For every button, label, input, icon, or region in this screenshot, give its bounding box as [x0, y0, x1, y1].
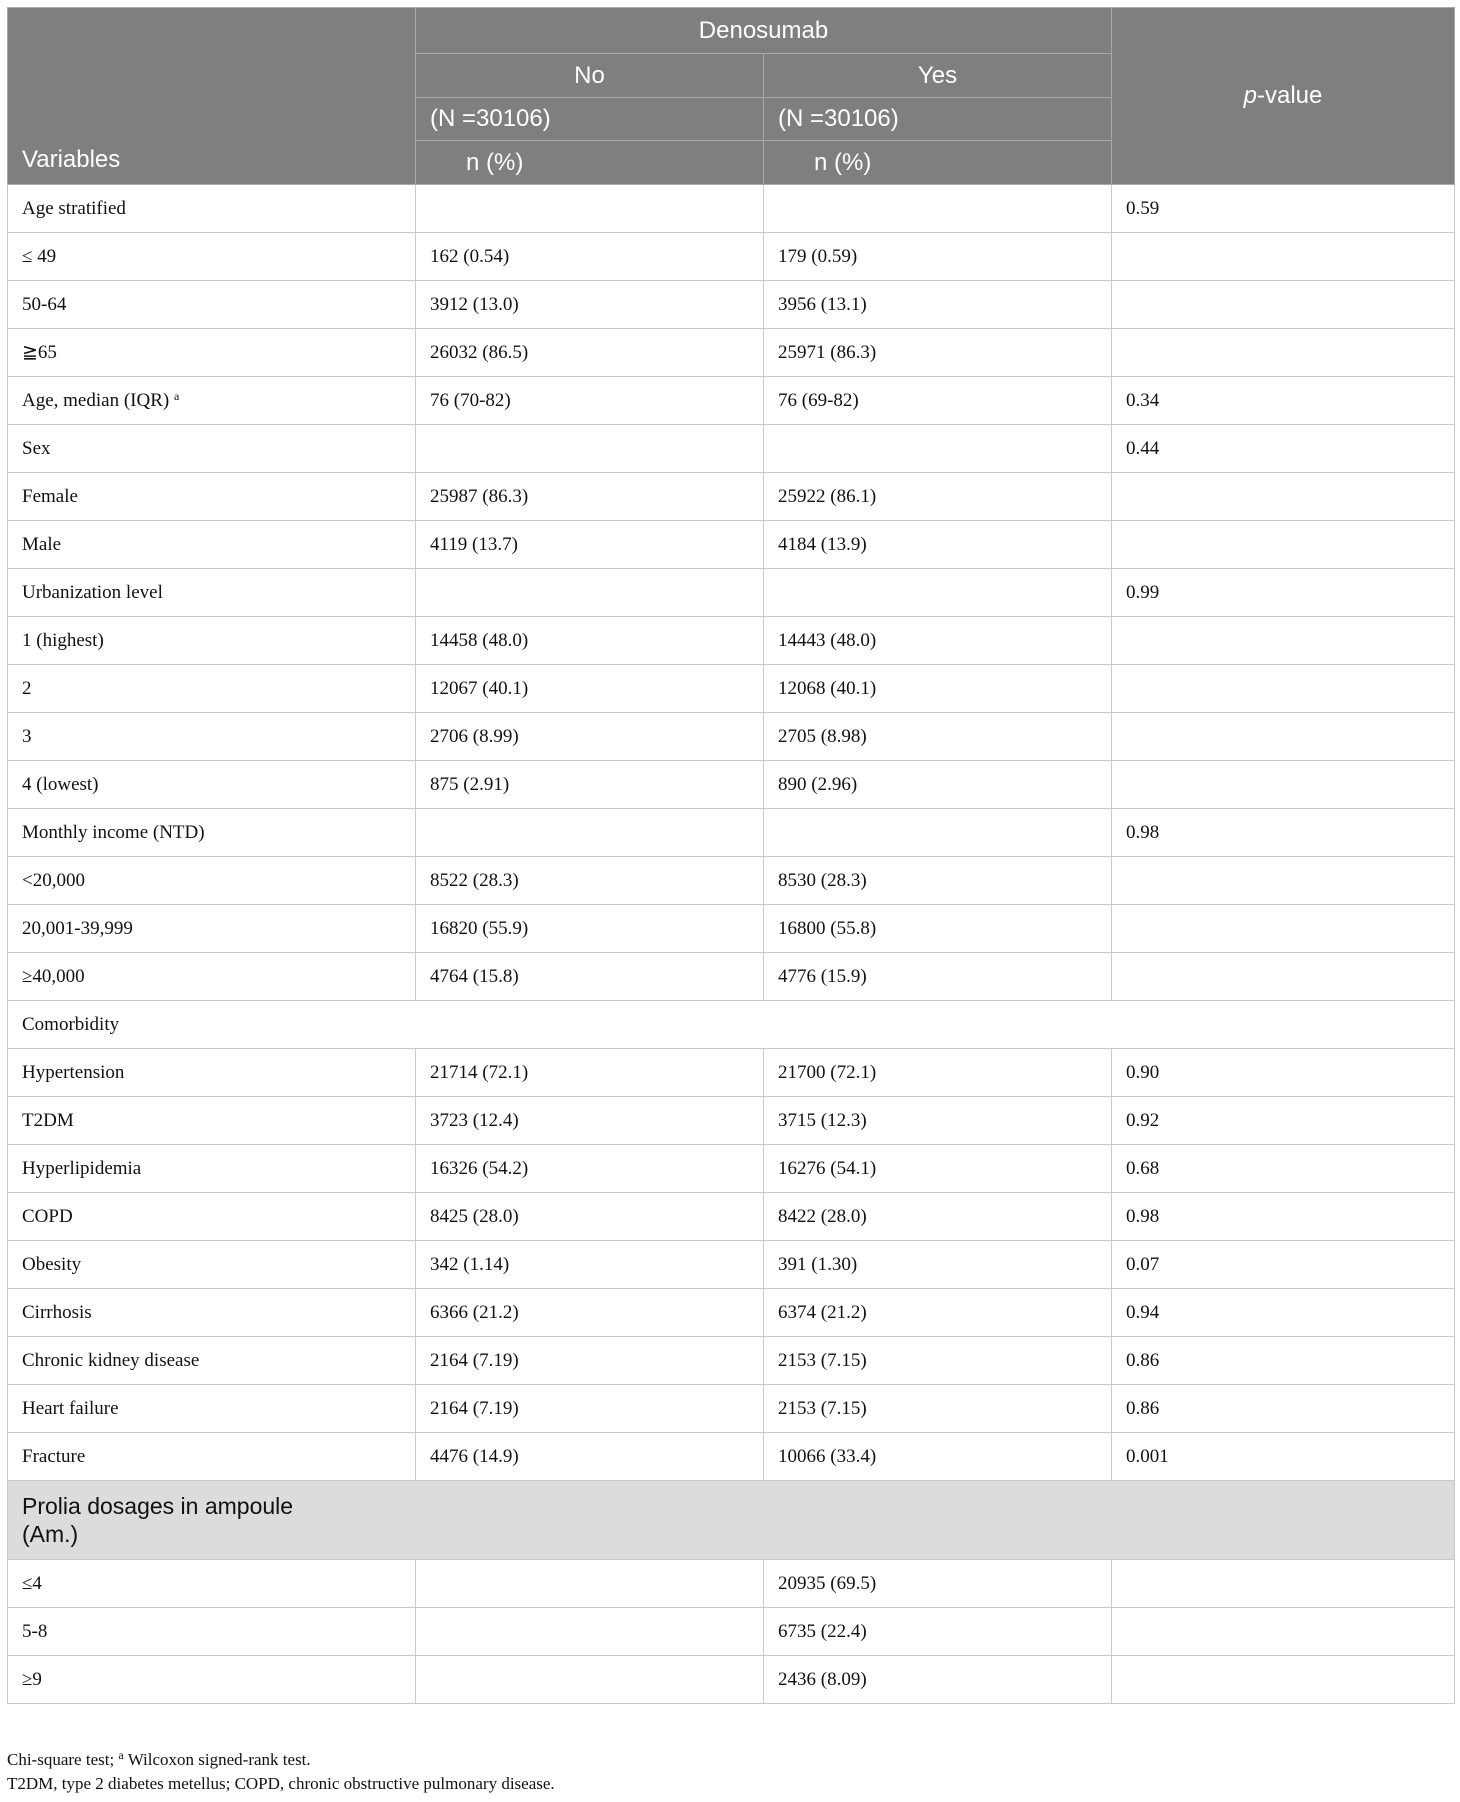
cell-no-value	[416, 569, 764, 617]
cell-yes-value: 10066 (33.4)	[764, 1433, 1112, 1481]
table-row	[8, 425, 1455, 473]
cell-no-value: 3723 (12.4)	[416, 1097, 764, 1145]
table-row	[8, 377, 1455, 425]
cell-p-value: 0.98	[1112, 809, 1455, 857]
table-row	[8, 1049, 1455, 1097]
cell-yes-value: 2705 (8.98)	[764, 713, 1112, 761]
table-row	[8, 233, 1455, 281]
cell-p-value: 0.001	[1112, 1433, 1455, 1481]
row-label-text: ≤4	[22, 1572, 42, 1594]
header-unit-yes: n (%)	[764, 141, 1112, 185]
cell-no-value	[416, 185, 764, 233]
row-label-text: Female	[22, 485, 78, 507]
cell-p-value: 0.90	[1112, 1049, 1455, 1097]
cell-no-value: 8425 (28.0)	[416, 1193, 764, 1241]
table-row	[8, 1608, 1455, 1656]
table-row	[8, 281, 1455, 329]
cell-yes-value: 20935 (69.5)	[764, 1560, 1112, 1608]
table-row	[8, 617, 1455, 665]
cell-p-value	[1112, 329, 1455, 377]
cell-p-value	[1112, 233, 1455, 281]
cell-no-value: 2164 (7.19)	[416, 1385, 764, 1433]
cell-yes-value: 890 (2.96)	[764, 761, 1112, 809]
cell-p-value	[1112, 1656, 1455, 1704]
table-row	[8, 857, 1455, 905]
table-row	[8, 1481, 1455, 1560]
header-pvalue-italic: p	[1243, 82, 1257, 109]
cell-yes-value: 14443 (48.0)	[764, 617, 1112, 665]
row-label-text: 4 (lowest)	[22, 773, 99, 795]
row-label	[8, 665, 416, 713]
table-row	[8, 1433, 1455, 1481]
cell-no-value: 26032 (86.5)	[416, 329, 764, 377]
cell-p-value	[1112, 281, 1455, 329]
cell-p-value: 0.94	[1112, 1289, 1455, 1337]
cell-p-value: 0.44	[1112, 425, 1455, 473]
row-label	[8, 1097, 416, 1145]
cell-no-value: 16820 (55.9)	[416, 905, 764, 953]
row-label-text: Urbanization level	[22, 581, 163, 603]
table-row	[8, 1337, 1455, 1385]
table-row	[8, 1656, 1455, 1704]
row-label-text: ≧65	[22, 342, 57, 363]
cell-no-value: 25987 (86.3)	[416, 473, 764, 521]
cell-no-value: 14458 (48.0)	[416, 617, 764, 665]
row-label-superscript: a	[173, 388, 180, 403]
cell-no-value: 3912 (13.0)	[416, 281, 764, 329]
cell-p-value	[1112, 665, 1455, 713]
cell-no-value	[416, 1608, 764, 1656]
row-label-text: 1 (highest)	[22, 629, 104, 651]
cell-yes-value: 6374 (21.2)	[764, 1289, 1112, 1337]
header-n-no: (N =30106)	[416, 98, 764, 141]
table-row	[8, 1241, 1455, 1289]
characteristics-table	[7, 7, 1455, 1704]
cell-yes-value: 6735 (22.4)	[764, 1608, 1112, 1656]
row-label	[8, 1560, 416, 1608]
table-row	[8, 1385, 1455, 1433]
cell-p-value: 0.07	[1112, 1241, 1455, 1289]
table-row	[8, 1097, 1455, 1145]
cell-no-value: 2706 (8.99)	[416, 713, 764, 761]
cell-no-value: 162 (0.54)	[416, 233, 764, 281]
table-header	[8, 8, 1455, 185]
cell-no-value: 4476 (14.9)	[416, 1433, 764, 1481]
footnote-abbreviations: T2DM, type 2 diabetes metellus; COPD, chronic obstructive pulmonary disease.	[7, 1774, 555, 1793]
cell-yes-value: 2436 (8.09)	[764, 1656, 1112, 1704]
table-row	[8, 473, 1455, 521]
footnote-wilcoxon: Wilcoxon signed-rank test.	[123, 1750, 311, 1769]
table-footnotes	[7, 1748, 1447, 1796]
cell-yes-value: 25922 (86.1)	[764, 473, 1112, 521]
cell-p-value	[1112, 905, 1455, 953]
row-label-text: Cirrhosis	[22, 1301, 92, 1323]
row-label-text: ≥9	[22, 1668, 42, 1690]
table-row	[8, 1193, 1455, 1241]
row-label	[8, 905, 416, 953]
row-label	[8, 809, 416, 857]
header-col-yes: Yes	[764, 54, 1112, 98]
table-row	[8, 329, 1455, 377]
row-label-text: Fracture	[22, 1445, 86, 1467]
cell-yes-value: 21700 (72.1)	[764, 1049, 1112, 1097]
cell-p-value	[1112, 521, 1455, 569]
cell-yes-value: 179 (0.59)	[764, 233, 1112, 281]
row-label	[8, 377, 416, 425]
header-pvalue-rest: -value	[1257, 82, 1323, 109]
cell-no-value: 8522 (28.3)	[416, 857, 764, 905]
row-label	[8, 1656, 416, 1704]
row-label-text: ≤ 49	[22, 245, 57, 267]
table-row	[8, 905, 1455, 953]
row-label-text: 3	[22, 725, 32, 747]
cell-no-value: 4119 (13.7)	[416, 521, 764, 569]
row-label	[8, 1241, 416, 1289]
cell-p-value	[1112, 857, 1455, 905]
row-label	[8, 713, 416, 761]
row-label	[8, 1385, 416, 1433]
cell-yes-value: 2153 (7.15)	[764, 1385, 1112, 1433]
row-label	[8, 521, 416, 569]
cell-yes-value	[764, 185, 1112, 233]
row-label	[8, 1049, 416, 1097]
cell-p-value: 0.99	[1112, 569, 1455, 617]
row-label	[8, 233, 416, 281]
row-label	[8, 1337, 416, 1385]
cell-yes-value: 2153 (7.15)	[764, 1337, 1112, 1385]
table-row	[8, 953, 1455, 1001]
row-label-text: COPD	[22, 1205, 73, 1227]
row-label	[8, 425, 416, 473]
cell-p-value: 0.34	[1112, 377, 1455, 425]
cell-yes-value: 4184 (13.9)	[764, 521, 1112, 569]
table-row	[8, 713, 1455, 761]
row-label-text: 20,001-39,999	[22, 917, 133, 939]
row-label	[8, 761, 416, 809]
table-row	[8, 809, 1455, 857]
header-pvalue	[1112, 8, 1455, 185]
cell-p-value	[1112, 1608, 1455, 1656]
cell-p-value: 0.59	[1112, 185, 1455, 233]
row-label-text: T2DM	[22, 1109, 74, 1131]
row-label	[8, 1289, 416, 1337]
table-row	[8, 1001, 1455, 1049]
cell-no-value: 342 (1.14)	[416, 1241, 764, 1289]
row-label	[8, 1001, 1455, 1049]
table-row	[8, 1145, 1455, 1193]
cell-p-value: 0.68	[1112, 1145, 1455, 1193]
row-label-text: <20,000	[22, 869, 85, 891]
table-row	[8, 665, 1455, 713]
row-label	[8, 329, 416, 377]
cell-p-value: 0.86	[1112, 1337, 1455, 1385]
header-n-yes: (N =30106)	[764, 98, 1112, 141]
cell-yes-value: 16800 (55.8)	[764, 905, 1112, 953]
table-row	[8, 1289, 1455, 1337]
cell-p-value	[1112, 473, 1455, 521]
row-label	[8, 1193, 416, 1241]
cell-p-value: 0.98	[1112, 1193, 1455, 1241]
cell-p-value	[1112, 953, 1455, 1001]
cell-no-value	[416, 1560, 764, 1608]
cell-p-value	[1112, 617, 1455, 665]
cell-no-value: 12067 (40.1)	[416, 665, 764, 713]
cell-no-value: 4764 (15.8)	[416, 953, 764, 1001]
cell-p-value	[1112, 1560, 1455, 1608]
footnote-chi-square: Chi-square test;	[7, 1750, 119, 1769]
row-label-text: 50-64	[22, 293, 67, 315]
section-header-prolia-dosages	[8, 1481, 1455, 1560]
header-col-no: No	[416, 54, 764, 98]
row-label-text: Hypertension	[22, 1061, 125, 1083]
row-label	[8, 617, 416, 665]
row-label-text: Sex	[22, 437, 51, 459]
row-label	[8, 1145, 416, 1193]
cell-yes-value	[764, 569, 1112, 617]
table-row	[8, 569, 1455, 617]
row-label	[8, 1433, 416, 1481]
row-label	[8, 857, 416, 905]
row-label	[8, 281, 416, 329]
row-label	[8, 569, 416, 617]
cell-p-value: 0.86	[1112, 1385, 1455, 1433]
row-label-text: 2	[22, 677, 32, 699]
footnote-tests	[7, 1748, 1447, 1772]
cell-yes-value: 16276 (54.1)	[764, 1145, 1112, 1193]
row-label-text: Obesity	[22, 1253, 82, 1275]
table-row	[8, 521, 1455, 569]
cell-no-value: 16326 (54.2)	[416, 1145, 764, 1193]
table-body	[8, 185, 1455, 1704]
cell-p-value	[1112, 713, 1455, 761]
table-row	[8, 761, 1455, 809]
cell-yes-value: 8422 (28.0)	[764, 1193, 1112, 1241]
row-label	[8, 1608, 416, 1656]
header-unit-no: n (%)	[416, 141, 764, 185]
row-label	[8, 953, 416, 1001]
cell-no-value: 76 (70-82)	[416, 377, 764, 425]
row-label-text: Male	[22, 533, 62, 555]
row-label	[8, 185, 416, 233]
row-label-text: Monthly income (NTD)	[22, 821, 205, 843]
cell-no-value: 875 (2.91)	[416, 761, 764, 809]
row-label-text: Age stratified	[22, 197, 126, 219]
row-label-text: Age, median (IQR)	[22, 389, 170, 411]
cell-yes-value: 3956 (13.1)	[764, 281, 1112, 329]
row-label-text: Hyperlipidemia	[22, 1157, 142, 1179]
cell-p-value: 0.92	[1112, 1097, 1455, 1145]
header-variables: Variables	[8, 8, 416, 185]
cell-yes-value	[764, 425, 1112, 473]
cell-yes-value: 12068 (40.1)	[764, 665, 1112, 713]
row-label-text: Comorbidity	[22, 1013, 120, 1035]
row-label-text: Chronic kidney disease	[22, 1349, 200, 1371]
cell-no-value: 2164 (7.19)	[416, 1337, 764, 1385]
cell-no-value: 21714 (72.1)	[416, 1049, 764, 1097]
cell-yes-value: 25971 (86.3)	[764, 329, 1112, 377]
cell-yes-value: 391 (1.30)	[764, 1241, 1112, 1289]
cell-no-value: 6366 (21.2)	[416, 1289, 764, 1337]
cell-yes-value: 76 (69-82)	[764, 377, 1112, 425]
table-row	[8, 1560, 1455, 1608]
row-label-text: Heart failure	[22, 1397, 119, 1419]
row-label	[8, 473, 416, 521]
cell-no-value	[416, 1656, 764, 1704]
row-label-text: ≥40,000	[22, 965, 85, 987]
cell-yes-value: 8530 (28.3)	[764, 857, 1112, 905]
cell-no-value	[416, 425, 764, 473]
footnote-sup-a: a	[118, 1748, 124, 1762]
cell-no-value	[416, 809, 764, 857]
section-header-label: Prolia dosages in ampoule (Am.)	[22, 1493, 294, 1547]
cell-yes-value: 3715 (12.3)	[764, 1097, 1112, 1145]
row-label-text: 5-8	[22, 1620, 48, 1642]
cell-p-value	[1112, 761, 1455, 809]
header-group-denosumab: Denosumab	[416, 8, 1112, 54]
cell-yes-value: 4776 (15.9)	[764, 953, 1112, 1001]
table-row	[8, 185, 1455, 233]
cell-yes-value	[764, 809, 1112, 857]
